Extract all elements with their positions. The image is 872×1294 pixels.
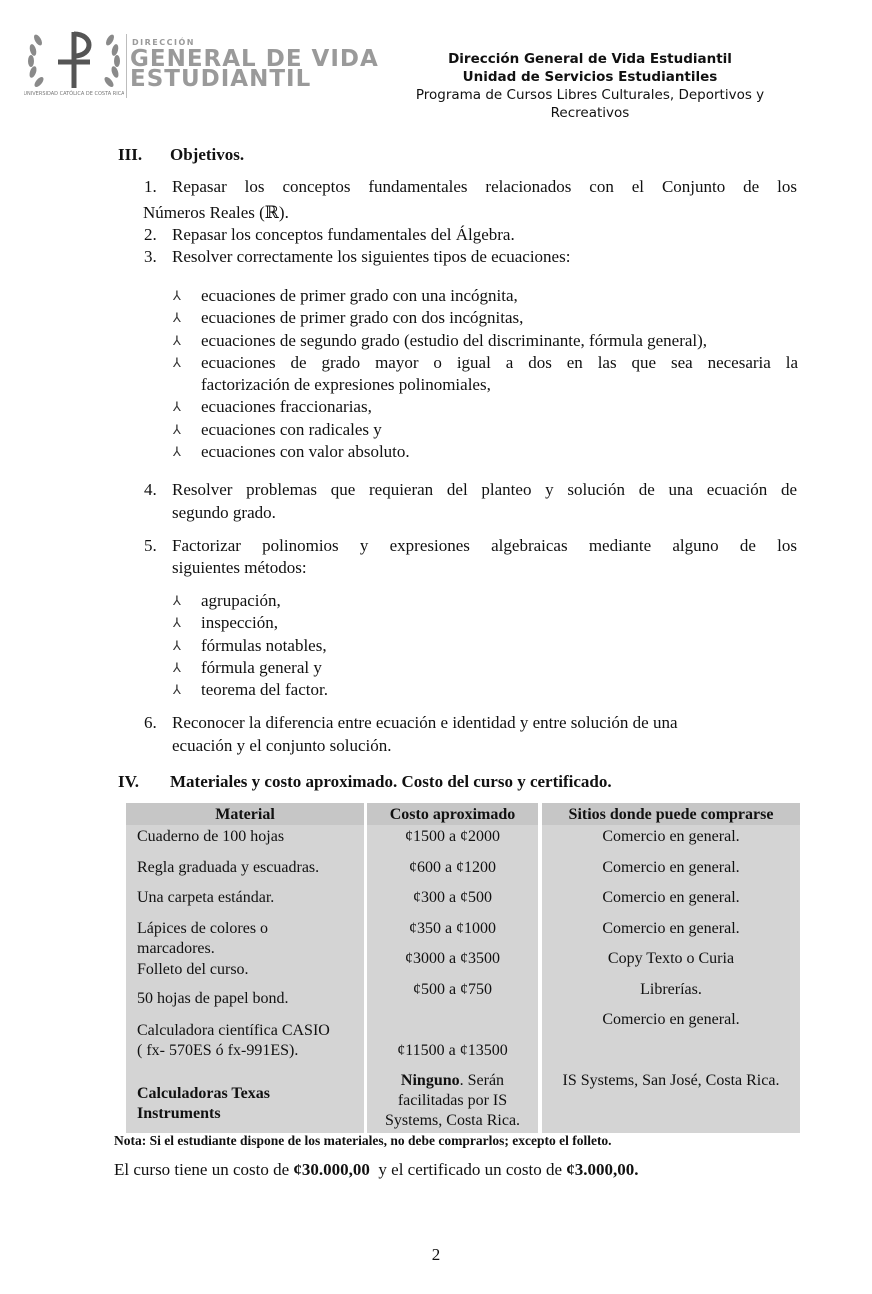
table-cell: ¢350 a ¢1000: [408, 920, 497, 937]
objective-5-line2: siguientes métodos:: [172, 558, 307, 577]
section-3-title: Objetivos.: [170, 145, 245, 164]
objective-6-line1: Reconocer la diferencia entre ecuación e identidad y entre solución de una: [172, 713, 678, 732]
bullet-icon: ⅄: [173, 615, 181, 631]
objective-1-line1: Repasar los conceptos fundamentales relacionados con el Conjunto de los: [172, 177, 797, 196]
objective-5-line1: Factorizar polinomios y expresiones algebraicas mediante alguno de los: [172, 536, 797, 555]
logo-title-line2: ESTUDIANTIL: [130, 66, 312, 92]
list-item-continuation: factorización de expresiones polinomiales,: [201, 375, 491, 395]
bullet-icon: ⅄: [173, 637, 181, 653]
bullet-icon: ⅄: [173, 288, 181, 303]
section-4-title: Materiales y costo aproximado. Costo del curso y certificado.: [170, 772, 612, 791]
table-cell: 50 hojas de papel bond.: [137, 990, 289, 1007]
bullet-icon: ⅄: [173, 421, 181, 437]
table-cell: Instruments: [137, 1105, 221, 1122]
list-item: ⅄ ecuaciones con valor absoluto.: [173, 441, 798, 463]
table-cell: Folleto del curso.: [137, 961, 249, 978]
table-cell: Calculadora científica CASIO: [137, 1022, 330, 1039]
table-cell: facilitadas por IS: [397, 1092, 508, 1109]
table-cell: Regla graduada y escuadras.: [137, 859, 320, 876]
table-cell: ¢600 a ¢1200: [408, 859, 497, 876]
table-header-cost: Costo aproximado: [367, 803, 538, 825]
objective-6-line2: ecuación y el conjunto solución.: [172, 736, 392, 755]
table-header-material: Material: [126, 803, 364, 825]
equation-types-list: [173, 285, 798, 463]
table-cell: Lápices de colores o: [137, 920, 269, 937]
bullet-icon: ⅄: [173, 593, 181, 608]
table-cell: Librerías.: [640, 981, 702, 998]
table-cell: ¢3000 a ¢3500: [404, 950, 501, 967]
table-cell: Comercio en general.: [602, 1011, 740, 1028]
table-cell: marcadores.: [137, 940, 215, 957]
list-item: ⅄ ecuaciones de grado mayor o igual a dos en las que sea necesaria la: [173, 352, 798, 374]
table-cell: IS Systems, San José, Costa Rica.: [562, 1072, 780, 1089]
material-column: [126, 803, 364, 1133]
objective-5-number: 5.: [144, 536, 157, 555]
materials-table: [126, 803, 800, 1133]
objective-4-line2: segundo grado.: [172, 503, 276, 522]
table-cell: Comercio en general.: [602, 920, 740, 937]
list-item: ⅄ teorema del factor.: [173, 679, 573, 701]
page-number: 2: [431, 1245, 441, 1264]
objective-4-number: 4.: [144, 480, 157, 499]
header-line-3: Programa de Cursos Libres Culturales, Deportivos y: [415, 87, 765, 103]
table-header-sites: Sitios donde puede comprarse: [542, 803, 800, 825]
list-item: ⅄ agrupación,: [173, 590, 573, 612]
table-cell: Systems, Costa Rica.: [384, 1112, 521, 1129]
table-cell: Ninguno. Serán: [400, 1072, 505, 1089]
cost-column: [367, 803, 538, 1133]
seal-text: UNIVERSIDAD CATÓLICA DE COSTA RICA: [24, 91, 124, 96]
bullet-icon: ⅄: [173, 399, 181, 415]
objective-6-number: 6.: [144, 713, 157, 732]
table-cell: Cuaderno de 100 hojas: [137, 828, 285, 845]
objective-4-line1: Resolver problemas que requieran del planteo y solución de una ecuación de: [172, 480, 797, 499]
section-4-number: IV.: [118, 772, 139, 791]
table-cell: Una carpeta estándar.: [137, 889, 275, 906]
objective-1-line2: Números Reales (ℝ).: [143, 203, 289, 222]
objective-3-number: 3.: [144, 247, 157, 266]
list-item: ⅄ fórmula general y: [173, 657, 573, 679]
course-cost: ¢30.000,00: [293, 1160, 370, 1179]
list-item: ⅄ ecuaciones de primer grado con una incógnita,: [173, 285, 798, 307]
table-cell: Copy Texto o Curia: [607, 950, 735, 967]
table-cell: ¢500 a ¢750: [412, 981, 493, 998]
list-item: ⅄ fórmulas notables,: [173, 635, 573, 657]
list-item: ⅄ ecuaciones de segundo grado (estudio del discriminante, fórmula general),: [173, 330, 798, 352]
course-cost-line: [114, 1160, 639, 1180]
bullet-icon: ⅄: [173, 354, 181, 370]
objective-3-text: Resolver correctamente los siguientes tipos de ecuaciones:: [172, 247, 571, 266]
table-cell: ¢11500 a ¢13500: [397, 1042, 508, 1059]
table-cell: ¢1500 a ¢2000: [404, 828, 501, 845]
factoring-methods-list: [173, 590, 573, 701]
logo-title-line1: GENERAL DE VIDA: [130, 46, 379, 72]
cost-prefix: El curso tiene un costo de: [114, 1160, 294, 1179]
cost-middle: y el certificado un costo de: [369, 1160, 567, 1179]
bullet-icon: ⅄: [173, 444, 181, 460]
list-item: ⅄ ecuaciones con radicales y: [173, 419, 798, 441]
sites-column: [542, 803, 800, 1133]
header-line-1: Dirección General de Vida Estudiantil: [448, 51, 732, 67]
table-cell: Comercio en general.: [602, 828, 740, 845]
table-cell: ¢300 a ¢500: [412, 889, 493, 906]
university-seal-logo: [24, 26, 124, 96]
table-cell: Comercio en general.: [602, 889, 740, 906]
section-3-number: III.: [118, 145, 143, 164]
table-note: Nota: Si el estudiante dispone de los materiales, no debe comprarlos; excepto el folleto.: [114, 1133, 612, 1148]
header-line-2: Unidad de Servicios Estudiantiles: [462, 69, 718, 85]
list-item: ⅄ inspección,: [173, 612, 573, 634]
bullet-icon: ⅄: [173, 659, 181, 675]
table-cell: Calculadoras Texas: [137, 1085, 270, 1102]
list-item: ⅄ ecuaciones de primer grado con dos incógnitas,: [173, 307, 798, 329]
certificate-cost: ¢3.000,00.: [566, 1160, 639, 1179]
logo-small-text: DIRECCIÓN: [132, 38, 195, 47]
header-line-4: Recreativos: [550, 105, 630, 121]
bullet-icon: ⅄: [173, 682, 181, 698]
logo-divider: [126, 34, 127, 98]
bullet-icon: ⅄: [173, 310, 181, 326]
table-cell: ( fx- 570ES ó fx-991ES).: [137, 1042, 299, 1059]
objective-1-number: 1.: [144, 177, 157, 196]
document-header: [390, 50, 790, 122]
objective-2-text: Repasar los conceptos fundamentales del Álgebra.: [172, 225, 515, 244]
objective-2-number: 2.: [144, 225, 157, 244]
bullet-icon: ⅄: [173, 332, 181, 348]
list-item: ⅄ ecuaciones fraccionarias,: [173, 396, 798, 418]
table-cell: Comercio en general.: [602, 859, 740, 876]
